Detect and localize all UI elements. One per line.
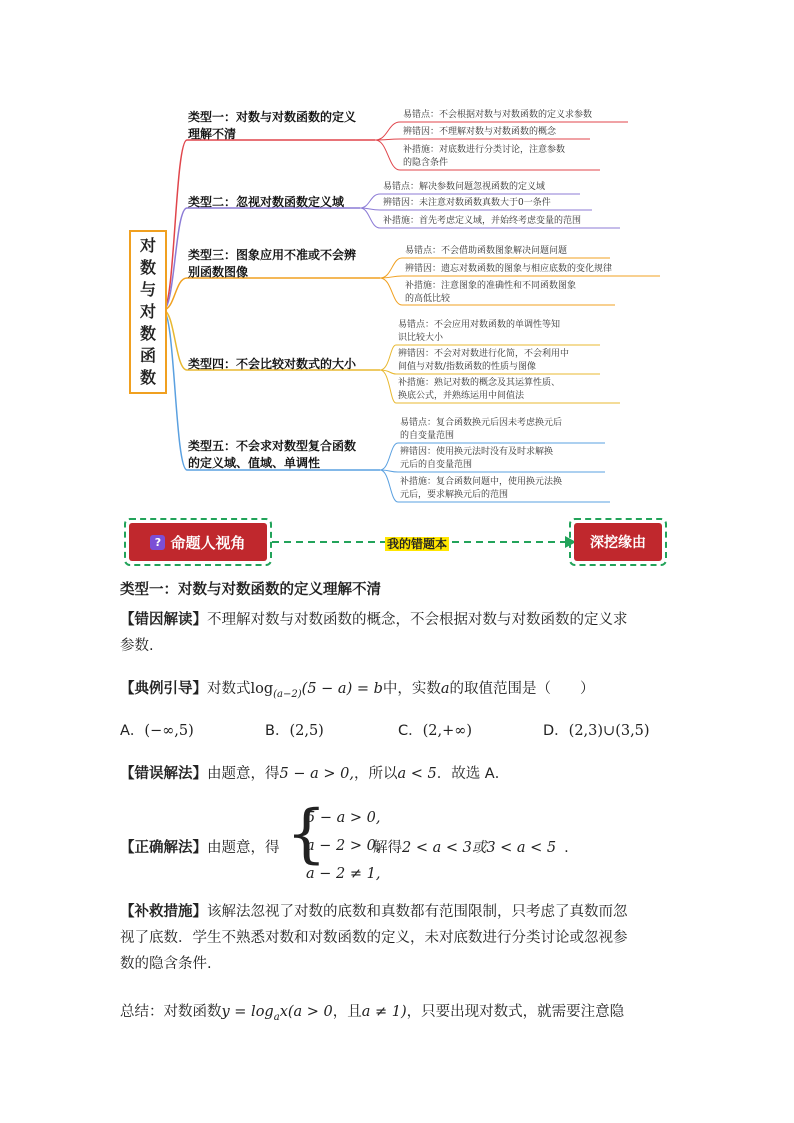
option-label: C． xyxy=(398,723,423,739)
correct-range: 2 < a < 3或3 < a < 5 xyxy=(402,840,557,856)
root-char: 对 xyxy=(139,302,156,321)
note-type1-fix: 补措施：对底数进行分类讨论，注意参数 xyxy=(403,145,566,155)
wrong-inequality: 5 − a > 0, xyxy=(279,766,354,782)
mistake-book-text: 我的错题本 xyxy=(387,537,448,551)
dig-cause-label: 深挖缘由 xyxy=(590,535,646,551)
summary-text-2: ，且 xyxy=(332,1004,362,1020)
remedy-text: 该解法忽视了对数的底数和真数都有范围限制，只考虑了真数而忽 xyxy=(207,904,628,920)
wrong-solution-paragraph xyxy=(120,761,680,787)
note-type1-fix-cont: 的隐含条件 xyxy=(403,158,449,168)
note-type1-cause: 辨错因：不理解对数与对数函数的概念 xyxy=(403,127,557,137)
example-text-3: 的取值范围是（ ） xyxy=(449,681,595,697)
option-label: B． xyxy=(265,723,290,739)
summary-func-3: a ≠ 1) xyxy=(361,1004,407,1020)
wrong-solution-text-3: ．故选 A． xyxy=(436,766,510,782)
root-char: 数 xyxy=(139,258,156,277)
note-type4-cause-cont: 间值与对数/指数函数的性质与图像 xyxy=(398,362,537,372)
note-type5-fix-cont: 元后，要求解换元后的范围 xyxy=(400,490,509,500)
correct-solution-result xyxy=(373,835,569,861)
option-label: A． xyxy=(120,723,145,739)
system-brace: { xyxy=(286,797,327,871)
note-type4-fix: 补措施：熟记对数的概念及其运算性质、 xyxy=(398,378,561,388)
summary-func-2: x(a > 0 xyxy=(279,1004,333,1020)
wrong-solution-text: 由题意，得 xyxy=(207,766,280,782)
inequality-1: 5 − a > 0, xyxy=(306,810,381,826)
root-char: 对 xyxy=(139,236,156,255)
note-type5-cause-cont: 元后的自变量范围 xyxy=(400,460,473,470)
summary-func: y = log xyxy=(221,1004,274,1020)
note-type3-cause: 辨错因：遗忘对数函数的图象与相应底数的变化规律 xyxy=(405,264,613,274)
perspective-button[interactable] xyxy=(124,518,272,566)
log-expression: (5 − a) = b xyxy=(301,681,383,697)
remedy-text-3: 数的隐含条件. xyxy=(120,956,212,972)
category-title-cont: 的定义域、值域、单调性 xyxy=(188,456,321,470)
wrong-solution-text-2: ，所以 xyxy=(353,766,398,782)
wrong-solution-tag: 【错误解法】 xyxy=(120,766,207,782)
perspective-label: 命题人视角 xyxy=(170,533,246,552)
example-tag: 【典例引导】 xyxy=(120,681,207,697)
root-char: 函 xyxy=(139,346,156,365)
note-type5-fix: 补措施：复合函数问题中，使用换元法换 xyxy=(400,477,563,487)
note-type4-error: 易错点：不会应用对数函数的单调性等知 xyxy=(398,320,561,330)
wrong-result: a < 5 xyxy=(397,766,437,782)
note-type3-fix-cont: 的高低比较 xyxy=(405,294,451,304)
note-type1-error: 易错点：不会根据对数与对数函数的定义求参数 xyxy=(403,110,593,120)
error-reason-tag: 【错因解读】 xyxy=(120,612,207,628)
category-title: 类型二：忽视对数函数定义域 xyxy=(188,195,345,209)
option-a[interactable] xyxy=(120,718,194,744)
note-type3-error: 易错点：不会借助函数图象解决问题问题 xyxy=(405,246,568,256)
error-reason-paragraph xyxy=(120,607,680,659)
variable-a: a xyxy=(440,681,450,697)
category-title: 类型四：不会比较对数式的大小 xyxy=(188,357,357,371)
error-reason-text: 不理解对数与对数函数的概念，不会根据对数与对数函数的定义求 xyxy=(207,612,628,628)
root-char: 数 xyxy=(139,324,156,343)
summary-paragraph xyxy=(120,999,680,1031)
solve-text: 解得 xyxy=(373,840,402,856)
option-value: (−∞,5) xyxy=(144,723,194,739)
inequality-2: a − 2 > 0, xyxy=(306,838,381,854)
option-c[interactable] xyxy=(398,718,472,744)
correct-solution-tag: 【正确解法】 xyxy=(120,840,207,856)
category-title-cont: 别函数图像 xyxy=(188,265,249,279)
summary-text-3: ，只要出现对数式，就需要注意隐 xyxy=(406,1004,625,1020)
option-b[interactable] xyxy=(265,718,324,744)
root-char: 与 xyxy=(139,280,156,299)
note-type4-fix-cont: 换底公式，并熟练运用中间值法 xyxy=(398,391,525,401)
note-type4-error-cont: 识比较大小 xyxy=(398,333,444,343)
note-type5-cause: 辨错因：使用换元法时没有及时求解换 xyxy=(400,447,554,457)
remedy-tag: 【补救措施】 xyxy=(120,904,207,920)
summary-text: 总结：对数函数 xyxy=(120,1004,222,1020)
mistake-book-label xyxy=(385,533,449,552)
question-icon: ? xyxy=(150,535,165,550)
note-type5-error: 易错点：复合函数换元后因未考虑换元后 xyxy=(400,418,563,428)
note-type3-fix: 补措施：注意图象的准确性和不同函数图象 xyxy=(405,281,577,291)
remedy-text-2: 视了底数．学生不熟悉对数和对数函数的定义，未对底数进行分类讨论或忽视参 xyxy=(120,930,628,946)
example-text-2: 中，实数 xyxy=(382,681,441,697)
note-type4-cause: 辨错因：不会对对数进行化简，不会利用中 xyxy=(398,349,570,359)
log-symbol: log xyxy=(250,681,274,697)
note-type2-error: 易错点：解决参数问题忽视函数的定义域 xyxy=(383,182,546,192)
example-paragraph xyxy=(120,676,680,708)
note-type2-fix: 补措施：首先考虑定义域，并始终考虑变量的范围 xyxy=(383,216,582,226)
correct-solution-text: 由题意，得 xyxy=(207,840,280,856)
inequality-system xyxy=(306,804,380,888)
dig-cause-button[interactable] xyxy=(569,518,667,566)
example-text: 对数式 xyxy=(207,681,251,697)
option-value: (2,5) xyxy=(289,723,324,739)
category-title: 类型三：图象应用不准或不会辨 xyxy=(188,248,357,262)
correct-solution-lead xyxy=(120,835,280,861)
log-base: (a−2) xyxy=(273,688,302,700)
period: . xyxy=(564,840,569,856)
category-title-cont: 理解不清 xyxy=(188,127,237,141)
category-title: 类型五：不会求对数型复合函数 xyxy=(188,439,357,453)
root-char: 数 xyxy=(139,368,156,387)
inequality-3: a − 2 ≠ 1, xyxy=(306,866,381,882)
error-reason-text-cont: 参数. xyxy=(120,638,154,654)
section-heading: 类型一：对数与对数函数的定义理解不清 xyxy=(120,582,381,598)
option-label: D． xyxy=(543,723,569,739)
option-value: (2,+∞) xyxy=(422,723,473,739)
summary-base: a xyxy=(273,1011,280,1023)
note-type2-cause: 辨错因：未注意对数函数真数大于0一条件 xyxy=(383,198,551,208)
option-value: (2,3)∪(3,5) xyxy=(568,723,650,739)
option-d[interactable] xyxy=(543,718,650,744)
category-title: 类型一：对数与对数函数的定义 xyxy=(188,110,357,124)
remedy-paragraph xyxy=(120,899,680,977)
note-type5-error-cont: 的自变量范围 xyxy=(400,431,455,441)
